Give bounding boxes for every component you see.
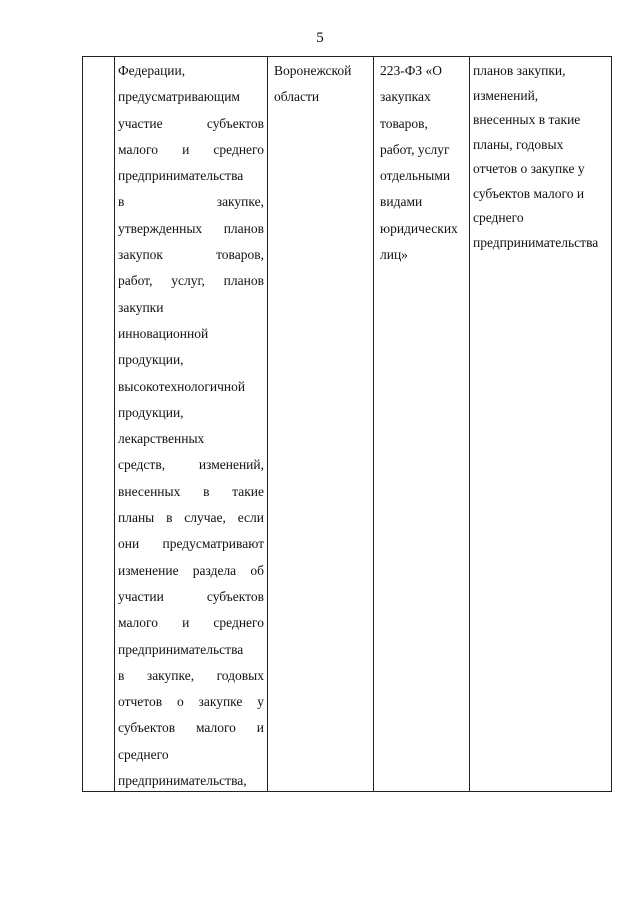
table-line: они предусматривают <box>118 536 264 552</box>
table-line: планов закупки, <box>473 63 566 78</box>
table-line: закупках <box>380 89 431 105</box>
table-line: малого и среднего <box>118 141 264 157</box>
table-line: лекарственных <box>118 431 205 447</box>
table-line: изменение раздела об <box>118 562 264 578</box>
table-cell-index <box>83 57 114 791</box>
table-line: Федерации, <box>118 63 186 78</box>
table-line: предпринимательства <box>118 168 244 184</box>
table-line: Воронежской <box>274 63 352 78</box>
table-line: в закупке, годовых <box>118 667 264 683</box>
table-line: инновационной <box>118 325 209 341</box>
table-cell-description <box>114 57 267 791</box>
table-line: работ, услуг, планов <box>118 273 264 289</box>
table-line: участие субъектов <box>118 115 264 131</box>
table-line: малого и среднего <box>118 615 264 631</box>
description-text <box>115 57 267 796</box>
table-line: субъектов малого и <box>118 720 264 736</box>
table-cell-documents <box>469 57 613 791</box>
table-line: юридических <box>380 220 458 236</box>
table-line: продукции, <box>118 352 184 368</box>
table-line: утвержденных планов <box>118 220 264 236</box>
table-line: отчетов о закупке у <box>473 161 585 176</box>
law-text <box>374 57 469 270</box>
table-line: планы, годовых <box>473 136 564 152</box>
table-line: предпринимательства <box>118 641 244 657</box>
table-cell-law <box>373 57 469 791</box>
table-cell-region <box>267 57 373 791</box>
table-line: отдельными <box>380 168 451 184</box>
table-line: закупок товаров, <box>118 247 264 263</box>
table-line: товаров, <box>380 115 428 131</box>
table-line: внесенных в такие <box>473 112 581 127</box>
table-line: участии субъектов <box>118 588 264 604</box>
table-line: области <box>274 89 320 105</box>
table-line: работ, услуг <box>380 141 450 157</box>
table-line: лиц» <box>380 247 408 263</box>
table-line: изменений, <box>473 87 539 103</box>
table-line: предпринимательства, <box>118 773 247 789</box>
table-line: отчетов о закупке у <box>118 694 264 710</box>
table-line: видами <box>380 194 423 210</box>
table-line: предпринимательства <box>473 234 599 250</box>
document-table <box>82 56 612 792</box>
table-line: внесенных в такие <box>118 483 264 499</box>
table-line: субъектов малого и <box>473 185 585 201</box>
table-line: в закупке, <box>118 194 264 210</box>
table-line: среднего <box>118 746 169 762</box>
table-line: планы в случае, если <box>118 510 264 526</box>
table-line: среднего <box>473 210 524 225</box>
page-number: 5 <box>316 30 324 46</box>
table-line: предусматривающим <box>118 89 240 105</box>
table-line: 223-ФЗ «О <box>380 63 443 78</box>
table-line: закупки <box>118 299 164 315</box>
table-line: высокотехнологичной <box>118 378 246 394</box>
documents-text <box>470 57 613 256</box>
region-text <box>268 57 373 113</box>
table-line: средств, изменений, <box>118 457 264 473</box>
table-line: продукции, <box>118 404 184 420</box>
